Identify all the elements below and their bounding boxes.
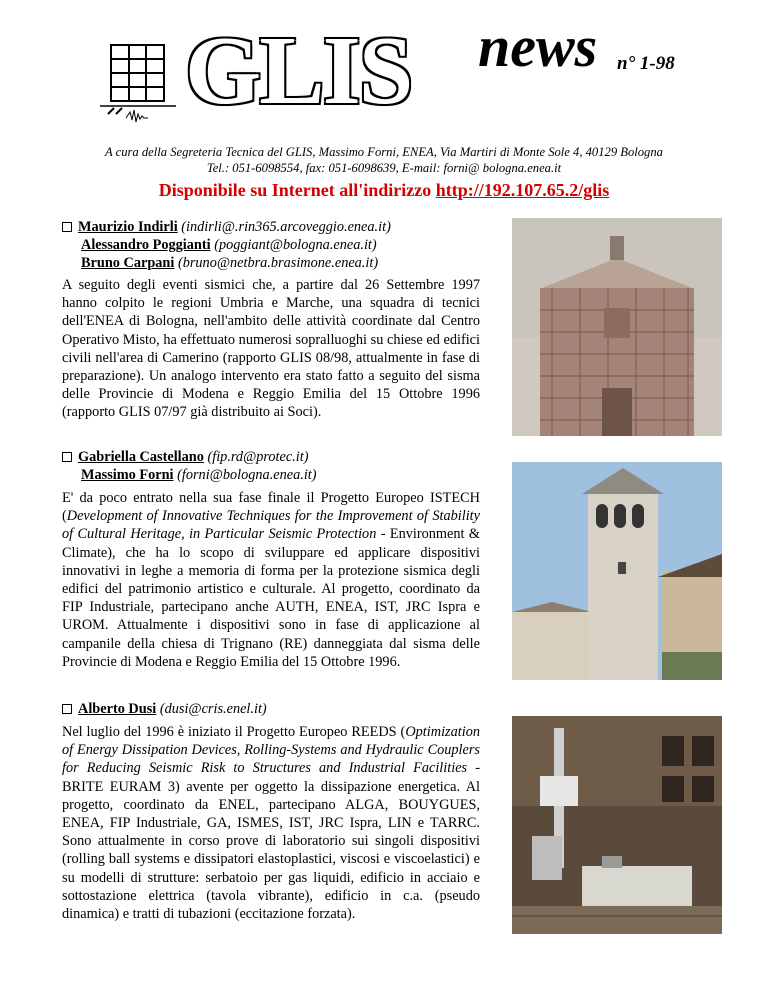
editorial-info [40,144,728,176]
author-name: Alberto Dusi [78,701,157,717]
article-3-text-a: Nel luglio del 1996 è iniziato il Progetto Europeo REEDS ( [62,724,406,740]
author-name: Alessandro Poggianti [81,237,211,253]
article-3-authors [62,700,267,718]
article-2-text-c: - Environment & Climate), che ha lo scopo di sviluppare ed applicare dispositivi innovativi in leghe a memoria di forma per la protezione sismica degli edifici del patrimonio artistico e culturale. Al progetto, coordinato da FIP Industriale, partecipano anche AUTH, ENEA, IST, JRC Ispra e UROM. Attualmente i dispositivi sono in fase di applicazione al campanile della chiesa di Trignano (RE) danneggiata dal sisma delle Provincie di Modena e Reggio Emilia del 15 Ottobre 1996. [62,526,480,670]
editorial-contacts: Tel.: 051-6098554, fax: 051-6098639, E-mail: forni@ bologna.enea.it [206,161,562,175]
author-name: Maurizio Indirli [78,219,178,235]
author-name: Gabriella Castellano [78,449,204,465]
article-2-text-a: E' da poco entrato nella sua fase finale il Progetto Europeo ISTECH ( [62,490,480,525]
author-email[interactable]: (fip.rd@protec.it) [207,449,309,465]
glis-logo-grid [110,44,165,102]
author-name: Bruno Carpani [81,255,175,271]
author-email[interactable]: (poggiant@bologna.enea.it) [214,237,377,253]
author-name: Massimo Forni [81,467,174,483]
glis-title: GLIS [185,17,412,125]
internet-prefix: Disponibile su Internet all'indirizzo [158,180,436,200]
article-1-body: A seguito degli eventi sismici che, a partire dal 26 Settembre 1997 hanno colpito le regioni Umbria e Marche, una squadra di tecnici dell'ENEA di Bologna, nell'ambito delle attività coordinate dal Centro Operativo Misto, ha effettuato numerosi sopralluoghi su chiese ed edifici civili nell'area di Camerino (rapporto GLIS 08/98, attualmente in fase di preparazione). Un analogo intervento era stato fatto a seguito del sisma delle Provincie di Modena e Reggio Emilia del 15 Ottobre 1996 (rapporto GLIS 07/97 già distribuito ai Soci). [62,277,480,421]
laboratory-test-rig-photo [512,716,722,934]
editorial-address: A cura della Segreteria Tecnica del GLIS, Massimo Forni, ENEA, Via Martiri di Monte Sole 4, 40129 Bologna [105,145,663,159]
church-facade-photo [512,218,722,436]
news-title: news [478,14,598,79]
article-3-body [62,723,480,923]
author-email[interactable]: (dusi@cris.enel.it) [159,701,267,717]
article-3-project-title: Optimization of Energy Dissipation Devices, Rolling-Systems and Hydraulic Couplers for Reducing Seismic Risk to Structures and Industrial Facilities [62,724,480,777]
author-email[interactable]: (indirli@.rin365.arcoveggio.enea.it) [181,219,391,235]
checkbox-bullet-icon [62,452,72,462]
internet-link[interactable]: http://192.107.65.2/glis [435,180,610,200]
bell-tower-photo [512,462,722,680]
article-2-project-title: Development of Innovative Techniques for the Improvement of Stability of Cultural Heritage, in Particular Seismic Protection [62,508,480,543]
article-2-body [62,489,480,671]
internet-notice [40,180,728,201]
article-3-text-c: - BRITE EURAM 3) avente per oggetto la dissipazione energetica. Al progetto, coordinato da ENEL, partecipano ALGA, BOUYGUES, ENEA, FIP Industriale, GA, ISMES, IST, JRC Ispra, LIN e TARRC. Sono attualmente in corso prove di laboratorio sui singoli dispositivi (rolling ball systems e dissipatori elastoplastici, viscosi e viscoelastici) e su modelli di strutture: serbatoio per gas liquidi, edificio in acciaio e sottostazione elettrica (tavola vibrante), edificio in c.a. (pseudo dinamica) e tratti di tubazioni (eccitazione forzata). [62,760,480,923]
seismograph-logo-icon [98,100,178,124]
issue-number: n° 1-98 [617,53,675,74]
checkbox-bullet-icon [62,704,72,714]
author-email[interactable]: (forni@bologna.enea.it) [177,467,317,483]
author-email[interactable]: (bruno@netbra.brasimone.enea.it) [177,255,379,271]
article-2-authors [62,448,317,484]
checkbox-bullet-icon [62,222,72,232]
article-1-authors [62,218,391,272]
